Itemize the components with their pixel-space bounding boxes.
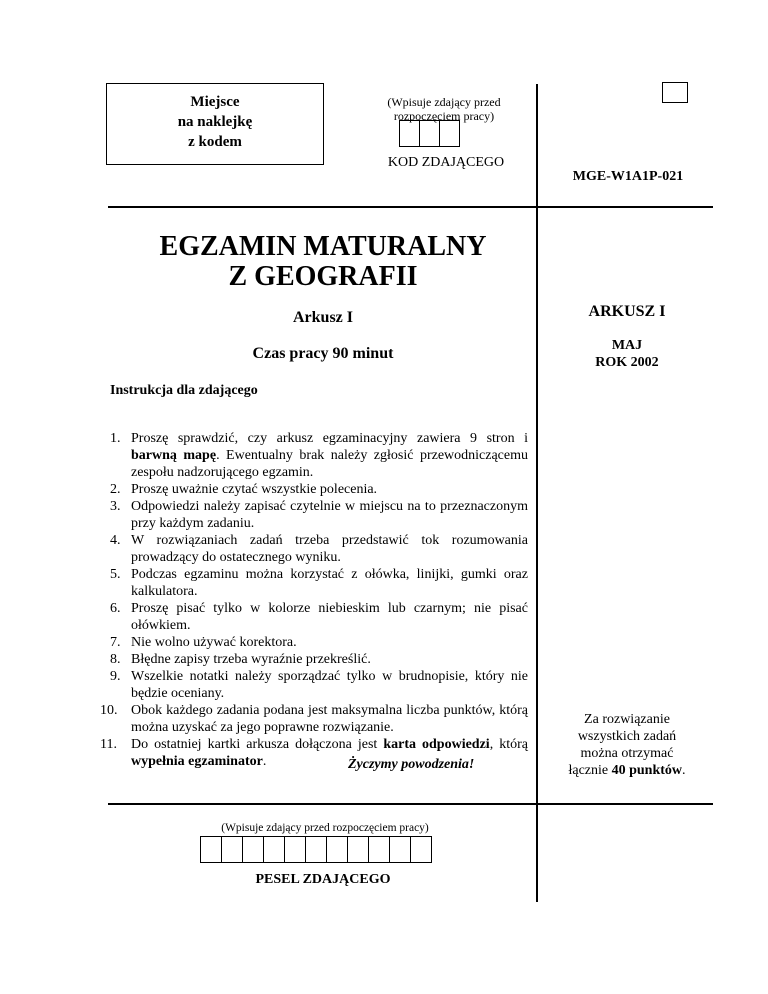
exam-title-line-2: Z GEOGRAFII (228, 261, 418, 292)
instruction-text: Nie wolno używać korektora. (131, 635, 297, 650)
pesel-cell[interactable] (326, 836, 348, 863)
instruction-number: 11. (100, 737, 117, 752)
instruction-number: 8. (110, 652, 121, 667)
instruction-number: 2. (110, 482, 121, 497)
pesel-cell[interactable] (242, 836, 264, 863)
instruction-item (110, 566, 528, 600)
instruction-item (100, 702, 528, 736)
bottom-divider (108, 803, 713, 805)
instruction-number: 4. (110, 533, 121, 548)
top-divider (108, 206, 713, 208)
instruction-item (110, 634, 528, 651)
candidate-code-note: (Wpisuje zdający przed rozpoczęciem pracy) (387, 95, 501, 123)
points-info (540, 711, 714, 779)
side-sheet-label: ARKUSZ I (588, 303, 666, 320)
exam-title (108, 232, 538, 292)
instruction-text: W rozwiązaniach zadań trzeba przedstawić tok rozumowania prowadzący do ostatecznego wyniku. (131, 533, 528, 565)
pesel-cell[interactable] (368, 836, 390, 863)
instruction-text: . Ewentualny brak należy zgłosić przewodniczącemu zespołu nadzorującego egzamin. (131, 448, 529, 480)
instruction-text: . (262, 754, 267, 769)
instruction-text: Do ostatniej kartki arkusza dołączona jest (131, 737, 384, 752)
time-label: Czas pracy 90 minut (252, 345, 394, 362)
good-luck-wish: Życzymy powodzenia! (348, 757, 475, 772)
instruction-item (110, 498, 528, 532)
instruction-number: 5. (110, 567, 121, 582)
instruction-number: 3. (110, 499, 121, 514)
pesel-cell[interactable] (263, 836, 285, 863)
pesel-note: (Wpisuje zdający przed rozpoczęciem pracy) (221, 822, 429, 834)
points-total: 40 punktów (611, 763, 683, 778)
pesel-cell[interactable] (347, 836, 369, 863)
pesel-cells[interactable] (200, 836, 432, 863)
code-cell[interactable] (439, 120, 460, 147)
instruction-bold: wypełnia egzaminator (131, 754, 263, 769)
instruction-number: 9. (110, 669, 121, 684)
pesel-cell[interactable] (284, 836, 306, 863)
instruction-item (110, 481, 528, 498)
instruction-bold: karta odpowiedzi (383, 737, 490, 752)
instruction-number: 7. (110, 635, 121, 650)
code-cell[interactable] (419, 120, 440, 147)
instruction-text: Proszę uważnie czytać wszystkie polecenia. (131, 482, 378, 497)
instruction-item (110, 651, 528, 668)
pesel-cell[interactable] (200, 836, 222, 863)
pesel-cell[interactable] (305, 836, 327, 863)
sheet-label: Arkusz I (292, 309, 353, 326)
session-year: ROK 2002 (595, 355, 659, 370)
instruction-text: Odpowiedzi należy zapisać czytelnie w miejscu na to przeznaczonym przy każdym zadaniu. (131, 499, 528, 531)
candidate-code-cells[interactable] (399, 120, 460, 147)
instruction-text: Wszelkie notatki należy sporządzać tylko w brudnopisie, który nie będzie oceniany. (131, 669, 528, 701)
points-line-2: wszystkich zadań (577, 729, 677, 744)
corner-checkbox[interactable] (662, 82, 688, 103)
sticker-line-2: na naklejkę (177, 114, 253, 130)
candidate-code-label: KOD ZDAJĄCEGO (387, 155, 505, 170)
instruction-text: Podczas egzaminu można korzystać z ołówka, linijki, gumki oraz kalkulatora. (131, 567, 528, 599)
instruction-text: Błędne zapisy trzeba wyraźnie przekreślić. (131, 652, 371, 667)
points-text: . (682, 763, 686, 778)
instructions-list (100, 430, 529, 770)
instruction-item (110, 430, 528, 481)
instruction-number: 10. (100, 703, 118, 718)
exam-title-line-1: EGZAMIN MATURALNY (159, 231, 487, 262)
instruction-number: 6. (110, 601, 121, 616)
points-line-1: Za rozwiązanie (584, 712, 670, 727)
points-line-4 (540, 762, 714, 779)
pesel-label: PESEL ZDAJĄCEGO (255, 872, 391, 887)
sticker-line-1: Miejsce (190, 94, 240, 110)
session-month: MAJ (611, 338, 643, 353)
pesel-cell[interactable] (221, 836, 243, 863)
instruction-item (110, 668, 528, 702)
instruction-text: , którą (489, 737, 528, 752)
sticker-box (106, 83, 324, 165)
code-cell[interactable] (399, 120, 420, 147)
exam-code: MGE-W1A1P-021 (572, 169, 684, 184)
session-date (540, 337, 714, 371)
pesel-cell[interactable] (389, 836, 411, 863)
sticker-line-3: z kodem (188, 134, 242, 150)
instruction-item (110, 532, 528, 566)
instruction-text: Proszę pisać tylko w kolorze niebieskim lub czarnym; nie pisać ołówkiem. (131, 601, 528, 633)
instructions-heading: Instrukcja dla zdającego (110, 383, 258, 398)
instruction-number: 1. (110, 431, 121, 446)
instruction-bold: barwną mapę (131, 448, 217, 463)
points-text: łącznie (568, 763, 612, 778)
pesel-cell[interactable] (410, 836, 432, 863)
instruction-text: Proszę sprawdzić, czy arkusz egzaminacyjny zawiera 9 stron i (131, 431, 528, 446)
instruction-text: Obok każdego zadania podana jest maksymalna liczba punktów, którą można uzyskać za jego poprawne rozwiązanie. (131, 703, 528, 735)
points-line-3: można otrzymać (580, 746, 674, 761)
instruction-item (110, 600, 528, 634)
